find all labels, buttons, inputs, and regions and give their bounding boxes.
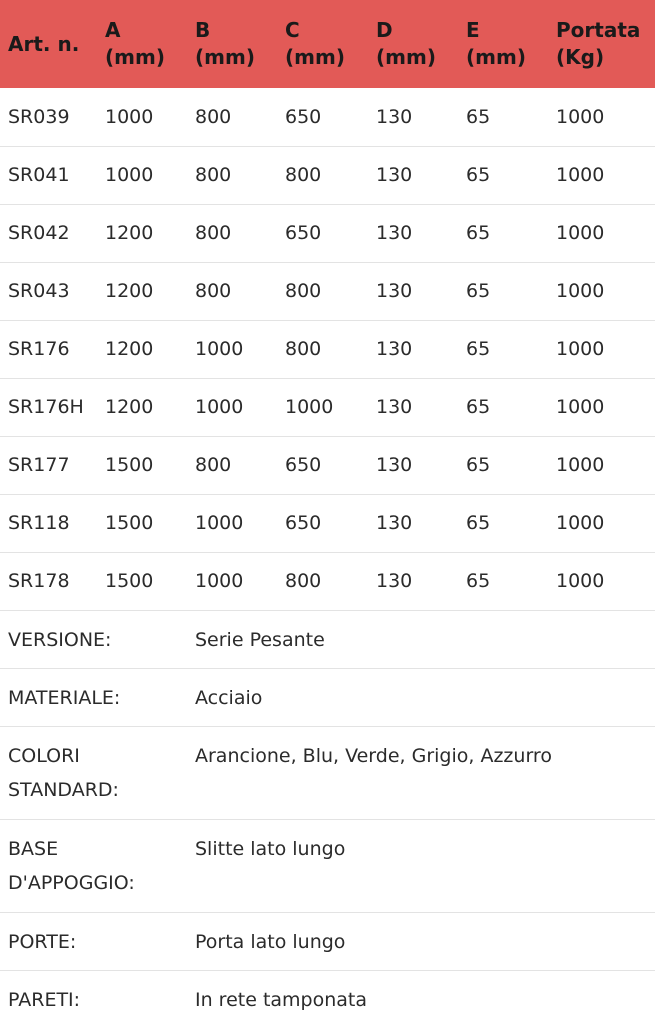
cell-d: 130 [368,204,458,262]
cell-c: 650 [277,436,368,494]
property-row-porte [0,912,655,970]
header-unit: (mm) [466,45,526,69]
header-e [458,0,548,88]
header-label: D [376,18,393,42]
cell-a: 1200 [97,204,187,262]
cell-e: 65 [458,204,548,262]
cell-c: 650 [277,204,368,262]
cell-portata: 1000 [548,88,655,146]
table-row [0,378,655,436]
header-label: A [105,18,121,42]
property-label: PORTE: [0,912,187,970]
cell-c: 650 [277,88,368,146]
cell-portata: 1000 [548,436,655,494]
cell-e: 65 [458,146,548,204]
cell-portata: 1000 [548,320,655,378]
property-label: VERSIONE: [0,610,187,668]
cell-a: 1500 [97,436,187,494]
cell-c: 650 [277,494,368,552]
table-row [0,262,655,320]
property-row-colori [0,726,655,819]
cell-b: 800 [187,146,277,204]
table-row [0,88,655,146]
cell-a: 1000 [97,88,187,146]
cell-art-n: SR177 [0,436,97,494]
header-art-n [0,0,97,88]
property-value: Porta lato lungo [187,912,655,970]
cell-portata: 1000 [548,552,655,610]
cell-art-n: SR043 [0,262,97,320]
property-value: Acciaio [187,668,655,726]
property-row-materiale [0,668,655,726]
cell-art-n: SR176H [0,378,97,436]
cell-e: 65 [458,378,548,436]
header-d [368,0,458,88]
property-row-versione [0,610,655,668]
table-row [0,146,655,204]
table-row [0,204,655,262]
header-label: Portata [556,18,641,42]
header-a [97,0,187,88]
cell-portata: 1000 [548,204,655,262]
property-value: Arancione, Blu, Verde, Grigio, Azzurro [187,726,655,819]
cell-e: 65 [458,262,548,320]
cell-c: 1000 [277,378,368,436]
cell-a: 1500 [97,494,187,552]
cell-portata: 1000 [548,146,655,204]
cell-d: 130 [368,552,458,610]
cell-b: 800 [187,88,277,146]
header-unit: (mm) [105,45,165,69]
header-c [277,0,368,88]
cell-e: 65 [458,320,548,378]
cell-e: 65 [458,494,548,552]
property-value: In rete tamponata [187,970,655,1024]
cell-portata: 1000 [548,494,655,552]
property-row-pareti [0,970,655,1024]
cell-c: 800 [277,552,368,610]
cell-b: 1000 [187,378,277,436]
cell-art-n: SR039 [0,88,97,146]
table-row [0,320,655,378]
cell-c: 800 [277,320,368,378]
header-label: C [285,18,300,42]
cell-b: 800 [187,262,277,320]
property-row-base [0,819,655,912]
header-label: Art. n. [8,31,80,56]
cell-b: 1000 [187,552,277,610]
property-value: Slitte lato lungo [187,819,655,912]
header-label: B [195,18,211,42]
cell-a: 1200 [97,262,187,320]
cell-art-n: SR178 [0,552,97,610]
cell-a: 1000 [97,146,187,204]
cell-d: 130 [368,436,458,494]
cell-c: 800 [277,262,368,320]
cell-d: 130 [368,320,458,378]
table-header-row [0,0,655,88]
header-unit: (mm) [195,45,255,69]
table-row [0,552,655,610]
cell-e: 65 [458,88,548,146]
cell-b: 800 [187,436,277,494]
property-label: MATERIALE: [0,668,187,726]
header-unit: (mm) [376,45,436,69]
property-label: PARETI: [0,970,187,1024]
header-unit: (Kg) [556,45,605,69]
property-label: COLORI STANDARD: [0,726,187,819]
cell-b: 1000 [187,494,277,552]
cell-e: 65 [458,436,548,494]
cell-portata: 1000 [548,378,655,436]
cell-e: 65 [458,552,548,610]
cell-a: 1500 [97,552,187,610]
cell-art-n: SR041 [0,146,97,204]
cell-d: 130 [368,88,458,146]
cell-d: 130 [368,262,458,320]
cell-b: 1000 [187,320,277,378]
cell-d: 130 [368,378,458,436]
header-portata [548,0,655,88]
cell-b: 800 [187,204,277,262]
cell-a: 1200 [97,320,187,378]
table-row [0,494,655,552]
cell-d: 130 [368,494,458,552]
cell-art-n: SR176 [0,320,97,378]
cell-portata: 1000 [548,262,655,320]
cell-c: 800 [277,146,368,204]
cell-art-n: SR118 [0,494,97,552]
header-unit: (mm) [285,45,345,69]
table-row [0,436,655,494]
cell-a: 1200 [97,378,187,436]
property-value: Serie Pesante [187,610,655,668]
property-label: BASE D'APPOGGIO: [0,819,187,912]
header-b [187,0,277,88]
header-label: E [466,18,480,42]
cell-art-n: SR042 [0,204,97,262]
cell-d: 130 [368,146,458,204]
